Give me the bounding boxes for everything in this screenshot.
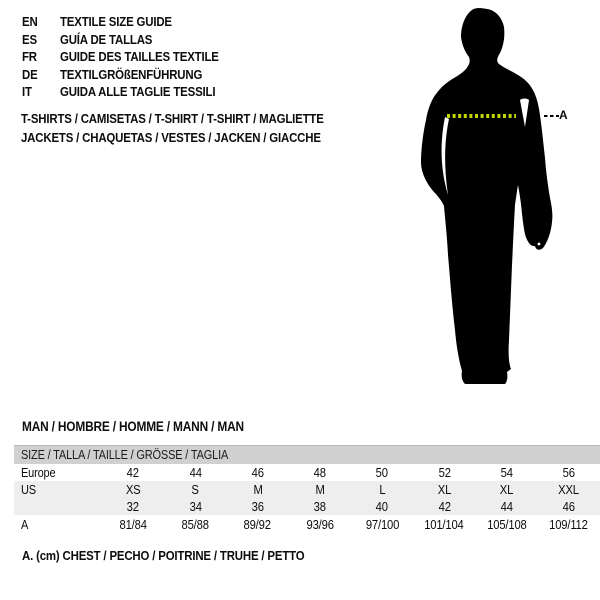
cell: S	[191, 482, 200, 497]
table-row-chest-a	[14, 515, 600, 534]
cell: 50	[376, 465, 389, 480]
measure-label-a: A	[559, 108, 568, 122]
language-row-de	[22, 66, 240, 84]
cell: 44	[500, 499, 513, 514]
language-title: GUIDA ALLE TAGLIE TESSILI	[60, 84, 216, 100]
cell: 46	[562, 499, 575, 514]
cell: 85/88	[181, 517, 210, 532]
cell: 56	[562, 465, 575, 480]
size-table-header-text: SIZE / TALLA / TAILLE / GRÖSSE / TAGLIA	[21, 448, 229, 462]
table-row-europe	[14, 464, 600, 481]
size-table	[14, 445, 600, 534]
language-code: EN	[22, 14, 38, 30]
language-code: IT	[22, 84, 32, 100]
table-row-us	[14, 481, 600, 498]
language-code: FR	[22, 49, 37, 65]
man-silhouette-figure	[408, 0, 578, 400]
cell: 38	[313, 499, 326, 514]
hand-highlight	[538, 243, 541, 246]
language-title: GUIDE DES TAILLES TEXTILE	[60, 49, 219, 65]
cell: 54	[500, 465, 513, 480]
language-row-en	[22, 13, 240, 31]
cell: 81/84	[119, 517, 147, 532]
cell: XXL	[558, 482, 580, 497]
cell: 89/92	[243, 517, 272, 532]
category-jackets: JACKETS / CHAQUETAS / VESTES / JACKEN / GIACCHE	[21, 130, 321, 145]
cell: L	[379, 482, 386, 497]
cell: 42	[127, 465, 140, 480]
row-label: A	[21, 517, 29, 532]
row-label: US	[21, 482, 36, 497]
cell: M	[315, 482, 325, 497]
size-table-header	[14, 445, 600, 464]
cell: 97/100	[365, 517, 399, 532]
language-title: TEXTILGRÖßENFÜHRUNG	[60, 66, 203, 82]
measurement-footnote	[22, 548, 343, 563]
cell: XS	[125, 482, 141, 497]
cell: 105/108	[486, 517, 527, 532]
cell: XL	[437, 482, 452, 497]
cell: 36	[251, 499, 264, 514]
cell: 32	[127, 499, 140, 514]
language-code: ES	[22, 31, 37, 47]
cell: M	[253, 482, 263, 497]
cell: 42	[438, 499, 451, 514]
cell: 101/104	[424, 517, 465, 532]
row-label: Europe	[21, 465, 56, 480]
language-row-fr	[22, 48, 240, 66]
language-code: DE	[22, 66, 38, 82]
man-silhouette	[421, 8, 552, 384]
language-title: TEXTILE SIZE GUIDE	[60, 14, 172, 30]
section-heading-text: MAN / HOMBRE / HOMME / MANN / MAN	[22, 419, 244, 434]
cell: 46	[251, 465, 264, 480]
language-row-es	[22, 31, 240, 49]
cell: 44	[189, 465, 202, 480]
measurement-footnote-text: A. (cm) CHEST / PECHO / POITRINE / TRUHE / PETTO	[22, 548, 305, 563]
language-title: GUÍA DE TALLAS	[60, 31, 153, 47]
cell: 93/96	[306, 517, 334, 532]
cell: 48	[313, 465, 326, 480]
cell: 40	[376, 499, 389, 514]
language-row-it	[22, 83, 240, 101]
cell: 34	[189, 499, 202, 514]
table-row-us-numeric	[14, 498, 600, 515]
cell: XL	[499, 482, 514, 497]
section-heading-man	[22, 419, 274, 434]
cell: 109/112	[549, 517, 589, 532]
language-guide-list	[22, 13, 240, 101]
cell: 52	[438, 465, 451, 480]
category-tshirts: T-SHIRTS / CAMISETAS / T-SHIRT / T-SHIRT / MAGLIETTE	[21, 111, 324, 126]
garment-categories	[21, 109, 365, 147]
